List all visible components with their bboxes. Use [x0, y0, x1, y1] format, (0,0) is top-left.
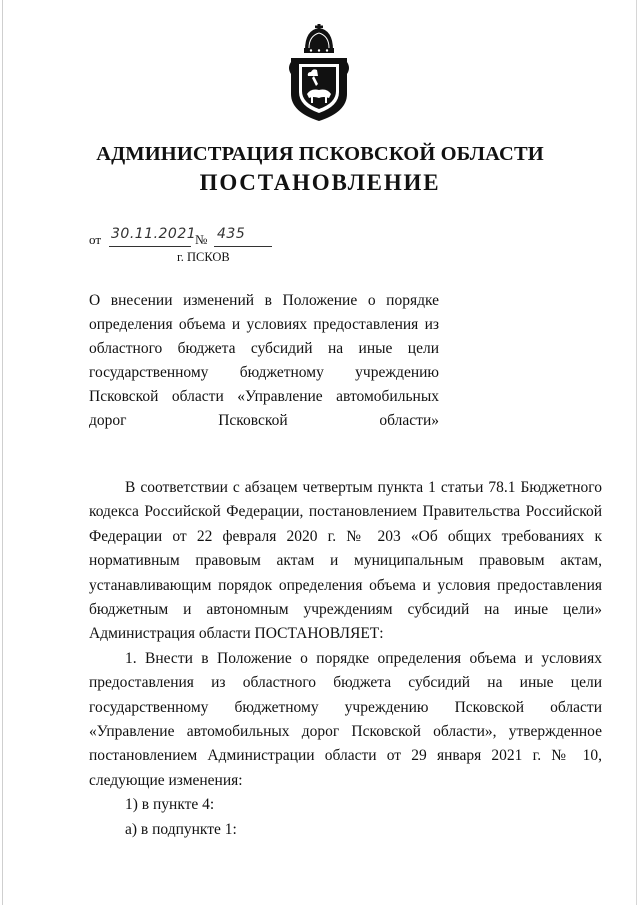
- date-number-line: [89, 226, 289, 250]
- date-underline: [109, 246, 191, 247]
- handwritten-date: 30.11.2021: [111, 226, 197, 242]
- coat-of-arms-icon: [287, 24, 351, 122]
- organization-title: АДМИНИСТРАЦИЯ ПСКОВСКОЙ ОБЛАСТИ: [96, 143, 544, 165]
- subitem-1-paragraph: 1) в пункте 4:: [125, 796, 215, 814]
- preamble-paragraph: В соответствии с абзацем четвертым пункта 1 статьи 78.1 Бюджетного кодекса Российской Федерации, постановлением Правительства Российской Федерации от 22 февраля 2020 г. № 203 «Об общих требованиях к нормативным правовым актам и муниципальным правовым актам, устанавливающим порядок определения объема и условия предоставления бюджетным и автономным учреждениям субсидий на иные цели» Администрация области ПОСТАНОВЛЯЕТ:: [89, 479, 602, 643]
- item-1-paragraph: 1. Внести в Положение о порядке определения объема и условиях предоставления из областного бюджета субсидий на иные цели государственному бюджетному учреждению Псковской области «Управление автомобильных дорог Псковской области», утвержденное постановлением Администрации области от 29 января 2021 г. № 10, следующие изменения:: [89, 649, 602, 789]
- scan-edge-left: [2, 0, 3, 905]
- document-body: [89, 476, 602, 842]
- subitem-a-paragraph: а) в подпункте 1:: [125, 820, 237, 838]
- document-subject: О внесении изменений в Положение о порядке определения объема и условиях предоставления из областного бюджета субсидий на иные цели государственному бюджетному учреждению Псковской области «Управление автомобильных дорог Псковской области»: [89, 292, 439, 429]
- date-prefix: от: [89, 232, 102, 247]
- number-underline: [214, 246, 272, 247]
- document-type-title: ПОСТАНОВЛЕНИЕ: [199, 170, 441, 195]
- handwritten-number: 435: [217, 226, 246, 242]
- number-prefix: №: [195, 232, 208, 247]
- scan-edge-right: [636, 0, 637, 905]
- city-label: г. ПСКОВ: [177, 250, 230, 264]
